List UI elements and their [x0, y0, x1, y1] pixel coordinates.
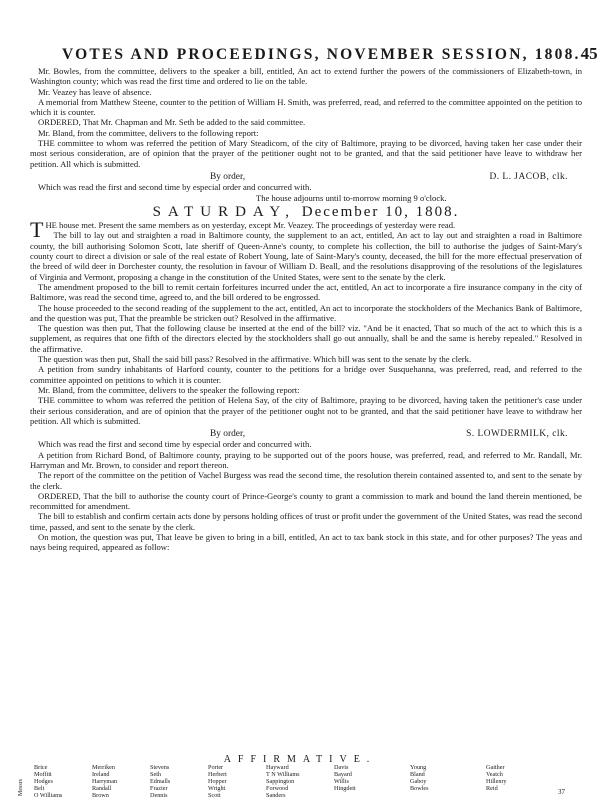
- affirmative-heading: AFFIRMATIVE.: [223, 754, 377, 765]
- member-name: Edmalls: [150, 777, 171, 785]
- member-name: Wright: [208, 784, 226, 792]
- name-column: [34, 765, 92, 797]
- member-name: Brice: [34, 764, 48, 771]
- paragraph: Mr. Veazey has leave of absence.: [38, 86, 152, 97]
- member-name: Sanders: [266, 791, 286, 799]
- paragraph: Mr. Bland, from the committee, delivers to the speaker the following report:: [38, 384, 300, 395]
- paragraph: A memorial from Matthew Steene, counter to the petition of William H. Smith, was preferred, read, and referred to the committee appointed on the petition to which it is counter.: [30, 96, 582, 118]
- member-name: Randall: [92, 784, 112, 792]
- affirmative-names: [34, 765, 562, 797]
- adjournment-line: The house adjourns until to-morrow morning 9 o'clock.: [256, 192, 447, 203]
- day-date: December 10, 1808.: [301, 203, 460, 220]
- signature-block: [30, 429, 582, 439]
- paragraph: THE committee to whom was referred the petition of Mary Steadicorn, of the city of Baltimore, praying to be divorced, having taken her case under their most serious consideration, are of opinion that the prayer of the petitioner ought not to be granted, and that the said petitioner have leave to withdraw her petition. All which is submitted.: [30, 138, 582, 169]
- member-name: Seth: [150, 770, 162, 778]
- paragraph: ORDERED, That the bill to authorise the county court of Prince-George's county to grant a commission to mark and bound the land therein mentioned, be recommitted for amendment.: [30, 490, 582, 512]
- name-column: [150, 765, 208, 797]
- messrs-label: Messrs: [18, 778, 24, 796]
- paragraph: Mr. Bowles, from the committee, delivers to the speaker a bill, entitled, An act to extend further the powers of the commissioners of Elizabeth-town, in Washington county; which was read the first time and ordered to lie on the table.: [30, 66, 582, 87]
- name-column: [266, 765, 334, 797]
- member-name: Porter: [208, 764, 224, 771]
- member-name: O Williams: [34, 791, 63, 799]
- member-name: Dennis: [150, 791, 168, 799]
- paragraph: A petition from Richard Bond, of Baltimore county, praying to be supported out of the poors house, was preferred, read, and referred to Mr. Randall, Mr. Harryman and Mr. Brown, to consider and report thereon.: [30, 449, 582, 470]
- opening-text: HE house met. Present the same members as on yesterday, except Mr. Veazey. The proceedings of yesterday were read.: [45, 220, 456, 231]
- by-order-label: By order,: [210, 171, 246, 182]
- name-column: [92, 765, 150, 797]
- day-heading: [30, 203, 582, 220]
- sheet-signature: 37: [558, 788, 565, 796]
- member-name: Hayward: [266, 764, 289, 771]
- paragraph: The question was then put, That the following clause be inserted at the end of the bill? viz. "And be it enacted, That so much of the act to which this is a supplement, as requires that one fifth of the directors elected by the stockholders shall go out annually, shall be and the same is hereby repealed." Resolved in the affirmative.: [30, 323, 582, 354]
- paragraph: The house proceeded to the second reading of the supplement to the act, entitled, An act to incorporate the stockholders of the Mechanics Bank of Baltimore, and the question was put, That the preamble be stricken out? Resolved in the affirmative.: [30, 302, 582, 323]
- paragraph: THE committee to whom was referred the petition of Helena Say, of the city of Baltimore, praying to be divorced, having taken the petitioner's case under their serious consideration, and are of opinion that the prayer of the petitioner ought not to be granted, and that the said petitioner have leave to withdraw her petition. All which is submitted.: [30, 395, 582, 426]
- member-name: Ireland: [92, 770, 110, 778]
- page-header: [62, 44, 598, 66]
- member-name: Moffitt: [34, 770, 52, 778]
- page-number: 45: [580, 44, 598, 63]
- member-name: Bayard: [334, 770, 352, 778]
- paragraph: The report of the committee on the petition of Vachel Burgess was read the second time, the resolution therein contained assented to, and sent to the senate by the clerk.: [30, 470, 582, 491]
- member-name: Stevens: [150, 764, 170, 771]
- member-name: Belt: [34, 784, 45, 792]
- member-name: Hodges: [34, 777, 53, 785]
- member-name: Gaboy: [410, 777, 427, 785]
- paragraph: The question was then put, Shall the said bill pass? Resolved in the affirmative. Which bill was sent to the senate by the clerk.: [38, 354, 472, 365]
- member-name: Harryman: [92, 777, 118, 785]
- clerk-signature: D. L. JACOB, clk.: [489, 171, 568, 182]
- member-name: Frazier: [150, 784, 168, 792]
- drop-cap: T: [30, 217, 44, 243]
- name-column: [208, 765, 266, 797]
- paragraph: On motion, the question was put, That leave be given to bring in a bill, entitled, An act to tax bank stock in this state, and for other purposes? The yeas and nays being required, appeared as follow:: [30, 532, 582, 553]
- member-name: Davis: [334, 764, 349, 771]
- member-name: Hingdett: [334, 784, 356, 792]
- paragraph: ORDERED, That Mr. Chapman and Mr. Seth be added to the said committee.: [38, 117, 306, 128]
- member-name: Bland: [410, 770, 425, 778]
- name-column: [410, 765, 486, 797]
- member-name: Brown: [92, 791, 109, 799]
- name-column: [334, 765, 410, 797]
- member-name: Forwood: [266, 784, 289, 792]
- paragraph: The amendment proposed to the bill to remit certain forfeitures incurred under the act, entitled, An act to incorporate a fire insurance company in the city of Baltimore, was read the second time, agreed to, and the bill ordered to be engrossed.: [30, 281, 582, 303]
- paragraph: Which was read the first and second time by especial order and concurred with.: [38, 182, 312, 193]
- paragraph: The bill to establish and confirm certain acts done by persons holding offices of trust or profit under the government of the United States, was read the second time, passed, and sent to the senate by the clerk.: [30, 511, 582, 532]
- member-name: Sappington: [266, 777, 295, 785]
- member-name: Willis: [334, 777, 349, 785]
- paragraph: The bill to lay out and straighten a road in Baltimore county, the supplement to an act, entitled, An act to lay out and straighten a road in Baltimore county, the bill authorising Solomon Scott, late sheriff of Queen-Anne's county, to complete his collection, the bill to authorise the judges of Saint-Mary's county court to direct a division or sale of the real estate of Robert Young, late of Saint-Mary's county, deceased, the bill for the more effectual preservation of the breed of wild deer in Dorchester county, the resolution in favour of William D. Beall, and the resolutions disapproving of the resolutions of the legislatures of Virginia and Vermont, proposing a change in the constitution of the United States, were sent to the senate by the clerk.: [30, 230, 582, 282]
- member-name: Herbert: [208, 770, 227, 778]
- body-text: [30, 66, 582, 553]
- member-name: Reid: [486, 784, 498, 792]
- member-name: Hopper: [208, 777, 227, 785]
- member-name: Scott: [208, 791, 221, 799]
- member-name: Bowles: [410, 784, 429, 792]
- paragraph: Which was read the first and second time by especial order and concurred with.: [38, 439, 312, 450]
- opening-paragraph: [30, 217, 582, 243]
- paragraph: A petition from sundry inhabitants of Harford county, counter to the petitions for a bridge over Susquehanna, was preferred, read, and referred to the committee appointed on petitions to which it is counter.: [30, 364, 582, 385]
- member-name: Young: [410, 764, 427, 771]
- name-column: [486, 765, 544, 797]
- paragraph: Mr. Bland, from the committee, delivers to the following report:: [38, 127, 259, 138]
- member-name: Hillenry: [486, 777, 507, 785]
- by-order-label: By order,: [210, 429, 246, 440]
- member-name: Veatch: [486, 770, 503, 778]
- day-name: SATURDAY,: [152, 203, 297, 220]
- running-title: VOTES AND PROCEEDINGS, NOVEMBER SESSION, 1808.: [62, 46, 581, 63]
- signature-block: [30, 172, 582, 182]
- member-name: Gaither: [486, 764, 505, 771]
- clerk-signature: S. LOWDERMILK, clk.: [466, 429, 568, 440]
- member-name: Merriken: [92, 764, 116, 771]
- member-name: T N Williams: [266, 770, 300, 778]
